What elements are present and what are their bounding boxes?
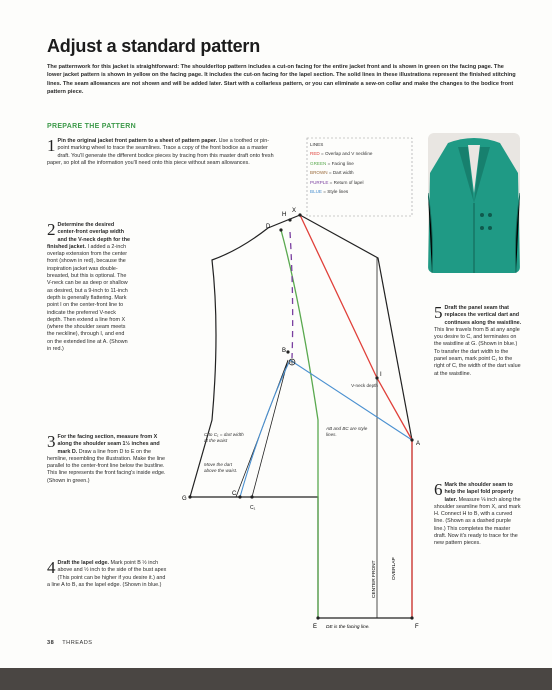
step-number: 6 xyxy=(434,480,443,499)
legend-key: BLUE xyxy=(310,189,323,195)
note-facing-line: DE is the facing line. xyxy=(326,625,370,630)
step-number: 3 xyxy=(47,432,56,451)
step-4 xyxy=(47,560,167,589)
point-a-label: A xyxy=(416,441,421,447)
jacket-photo xyxy=(428,133,520,273)
step-text: This line travels from B at any angle you desire to C, and terminates on the waistline at G. (Shown in blue.) To transfer the dart width to the panel seam, mark point C₁ to the right of C, the width of the dart value at the waistline. xyxy=(434,326,521,377)
point-x-label: X xyxy=(292,208,297,214)
legend-item xyxy=(310,149,410,158)
center-front-label: CENTER FRONT xyxy=(372,560,377,598)
step-lead: For the facing section, measure from X along the shoulder seam 1½ inches and mark D. xyxy=(57,434,160,455)
step-text: Measure ⅛ inch along the shoulder seamline from X, and mark H. Connect H to B, with a curved line. (Shown as a dashed purple line.) This completes the master draft. Now it's ready to trace for the new pattern pieces. xyxy=(434,496,521,547)
legend-text: = Style lines xyxy=(322,189,349,195)
step-number: 4 xyxy=(47,558,56,577)
step-6 xyxy=(434,482,522,548)
page-title: Adjust a standard pattern xyxy=(47,36,261,56)
step-1 xyxy=(47,138,275,167)
legend-key: RED xyxy=(310,151,320,157)
note-vneck-depth: V-neck depth xyxy=(351,383,378,388)
legend-text: = Return of lapel xyxy=(328,179,364,185)
step-number: 1 xyxy=(47,136,56,155)
page-footer xyxy=(47,640,92,646)
point-d-label: D xyxy=(266,224,271,230)
step-text: Draw a line from D to E on the hemline, resembling the illustration. Make the line parallel to the center-front line below the bustline. This line represents the front facing's inside edge. (Shown in green.) xyxy=(47,448,166,484)
note-move-dart: Move the dart above the waist. xyxy=(204,462,238,473)
point-c-label: C xyxy=(232,491,237,497)
overlap-label: OVERLAP xyxy=(392,557,397,580)
step-5 xyxy=(434,305,522,378)
legend-text: = Facing line xyxy=(326,160,354,166)
legend-key: GREEN xyxy=(310,160,327,166)
lines-legend xyxy=(310,140,410,196)
point-h-label: H xyxy=(282,212,287,218)
legend-item xyxy=(310,159,410,168)
step-text: Mark point B ½ inch above and ½ inch to the side of the bust apex (This point can be higher if you desire it.) and a line A to B, as the lapel edge. (Shown in blue.) xyxy=(47,560,167,588)
step-text: Use a toothed or pin-point marking wheel to trace the seamlines. Trace a copy of the front bodice as a master draft. You'll generate the different bodice pieces by tracing from this master draft onto fresh paper, so plot all the information you'll need onto this piece without seam allowances. xyxy=(47,138,274,166)
legend-item xyxy=(310,168,410,177)
step-lead: Determine the desired center-front overlap width and the V-neck depth for the finished jacket. xyxy=(47,222,130,250)
step-lead: Draft the panel seam that replaces the vertical dart and continues along the waistline. xyxy=(444,305,522,326)
legend-key: BROWN xyxy=(310,170,328,176)
point-e-label: E xyxy=(313,624,318,630)
note-style-lines: AB and BC are style lines. xyxy=(326,426,368,437)
publication-name: THREADS xyxy=(62,640,93,646)
step-text: I added a 2-inch overlap extension from the center front (shown in red), because the inspiration jacket was double-breasted, but this is optional. The V-neck can be as deep or shallow as desired, but a 9-inch to 11-inch depth is generally flattering. Mark point I on the center-front line to indicate the preferred V-neck depth. Then extend a line from X (where the shoulder seam meets the neckline), through I, and end on the extended line at A. (Shown in red.) xyxy=(47,243,128,353)
point-b-label: B xyxy=(282,348,287,354)
point-f-label: F xyxy=(415,624,419,630)
intro-paragraph: The patternwork for this jacket is straightforward: The shoulder/top pattern includes a cut-on facing for the entire jacket front and is shown in green on the facing page. The lower jacket pattern is shown in yellow on the facing page. It includes the cut-on facing for the lapel section. The solid lines in these illustrations represent the finished stitching lines. The seam allowances are not shown and will be added later. Start with a collarless pattern, or you can eliminate a sew-on collar and make the changes to the bodice front pattern piece. xyxy=(47,64,516,96)
step-2 xyxy=(47,222,131,353)
bottom-edge-band xyxy=(0,668,552,690)
point-c1-label: C₁ xyxy=(250,505,256,511)
note-dart-width: C to C₁ = dart width at the waist xyxy=(204,432,244,443)
legend-key: PURPLE xyxy=(310,179,329,185)
legend-item xyxy=(310,187,410,196)
step-lead: Pin the original jacket front pattern to a sheet of pattern paper. xyxy=(57,138,218,144)
point-g-label: G xyxy=(182,496,187,502)
legend-text: = Overlap and V neckline xyxy=(319,151,373,157)
point-i-label: I xyxy=(380,372,382,378)
step-number: 2 xyxy=(47,220,56,239)
legend-text: = Dart width xyxy=(327,170,354,176)
legend-item xyxy=(310,178,410,187)
section-heading: PREPARE THE PATTERN xyxy=(47,123,136,130)
step-number: 5 xyxy=(434,303,443,322)
page-number: 38 xyxy=(47,640,55,646)
legend-title: LINES xyxy=(310,142,324,147)
jacket-illustration xyxy=(428,133,520,273)
step-lead: Mark the shoulder seam to help the lapel fold properly later. xyxy=(444,482,514,503)
step-3 xyxy=(47,434,167,485)
step-lead: Draft the lapel edge. xyxy=(57,560,110,566)
